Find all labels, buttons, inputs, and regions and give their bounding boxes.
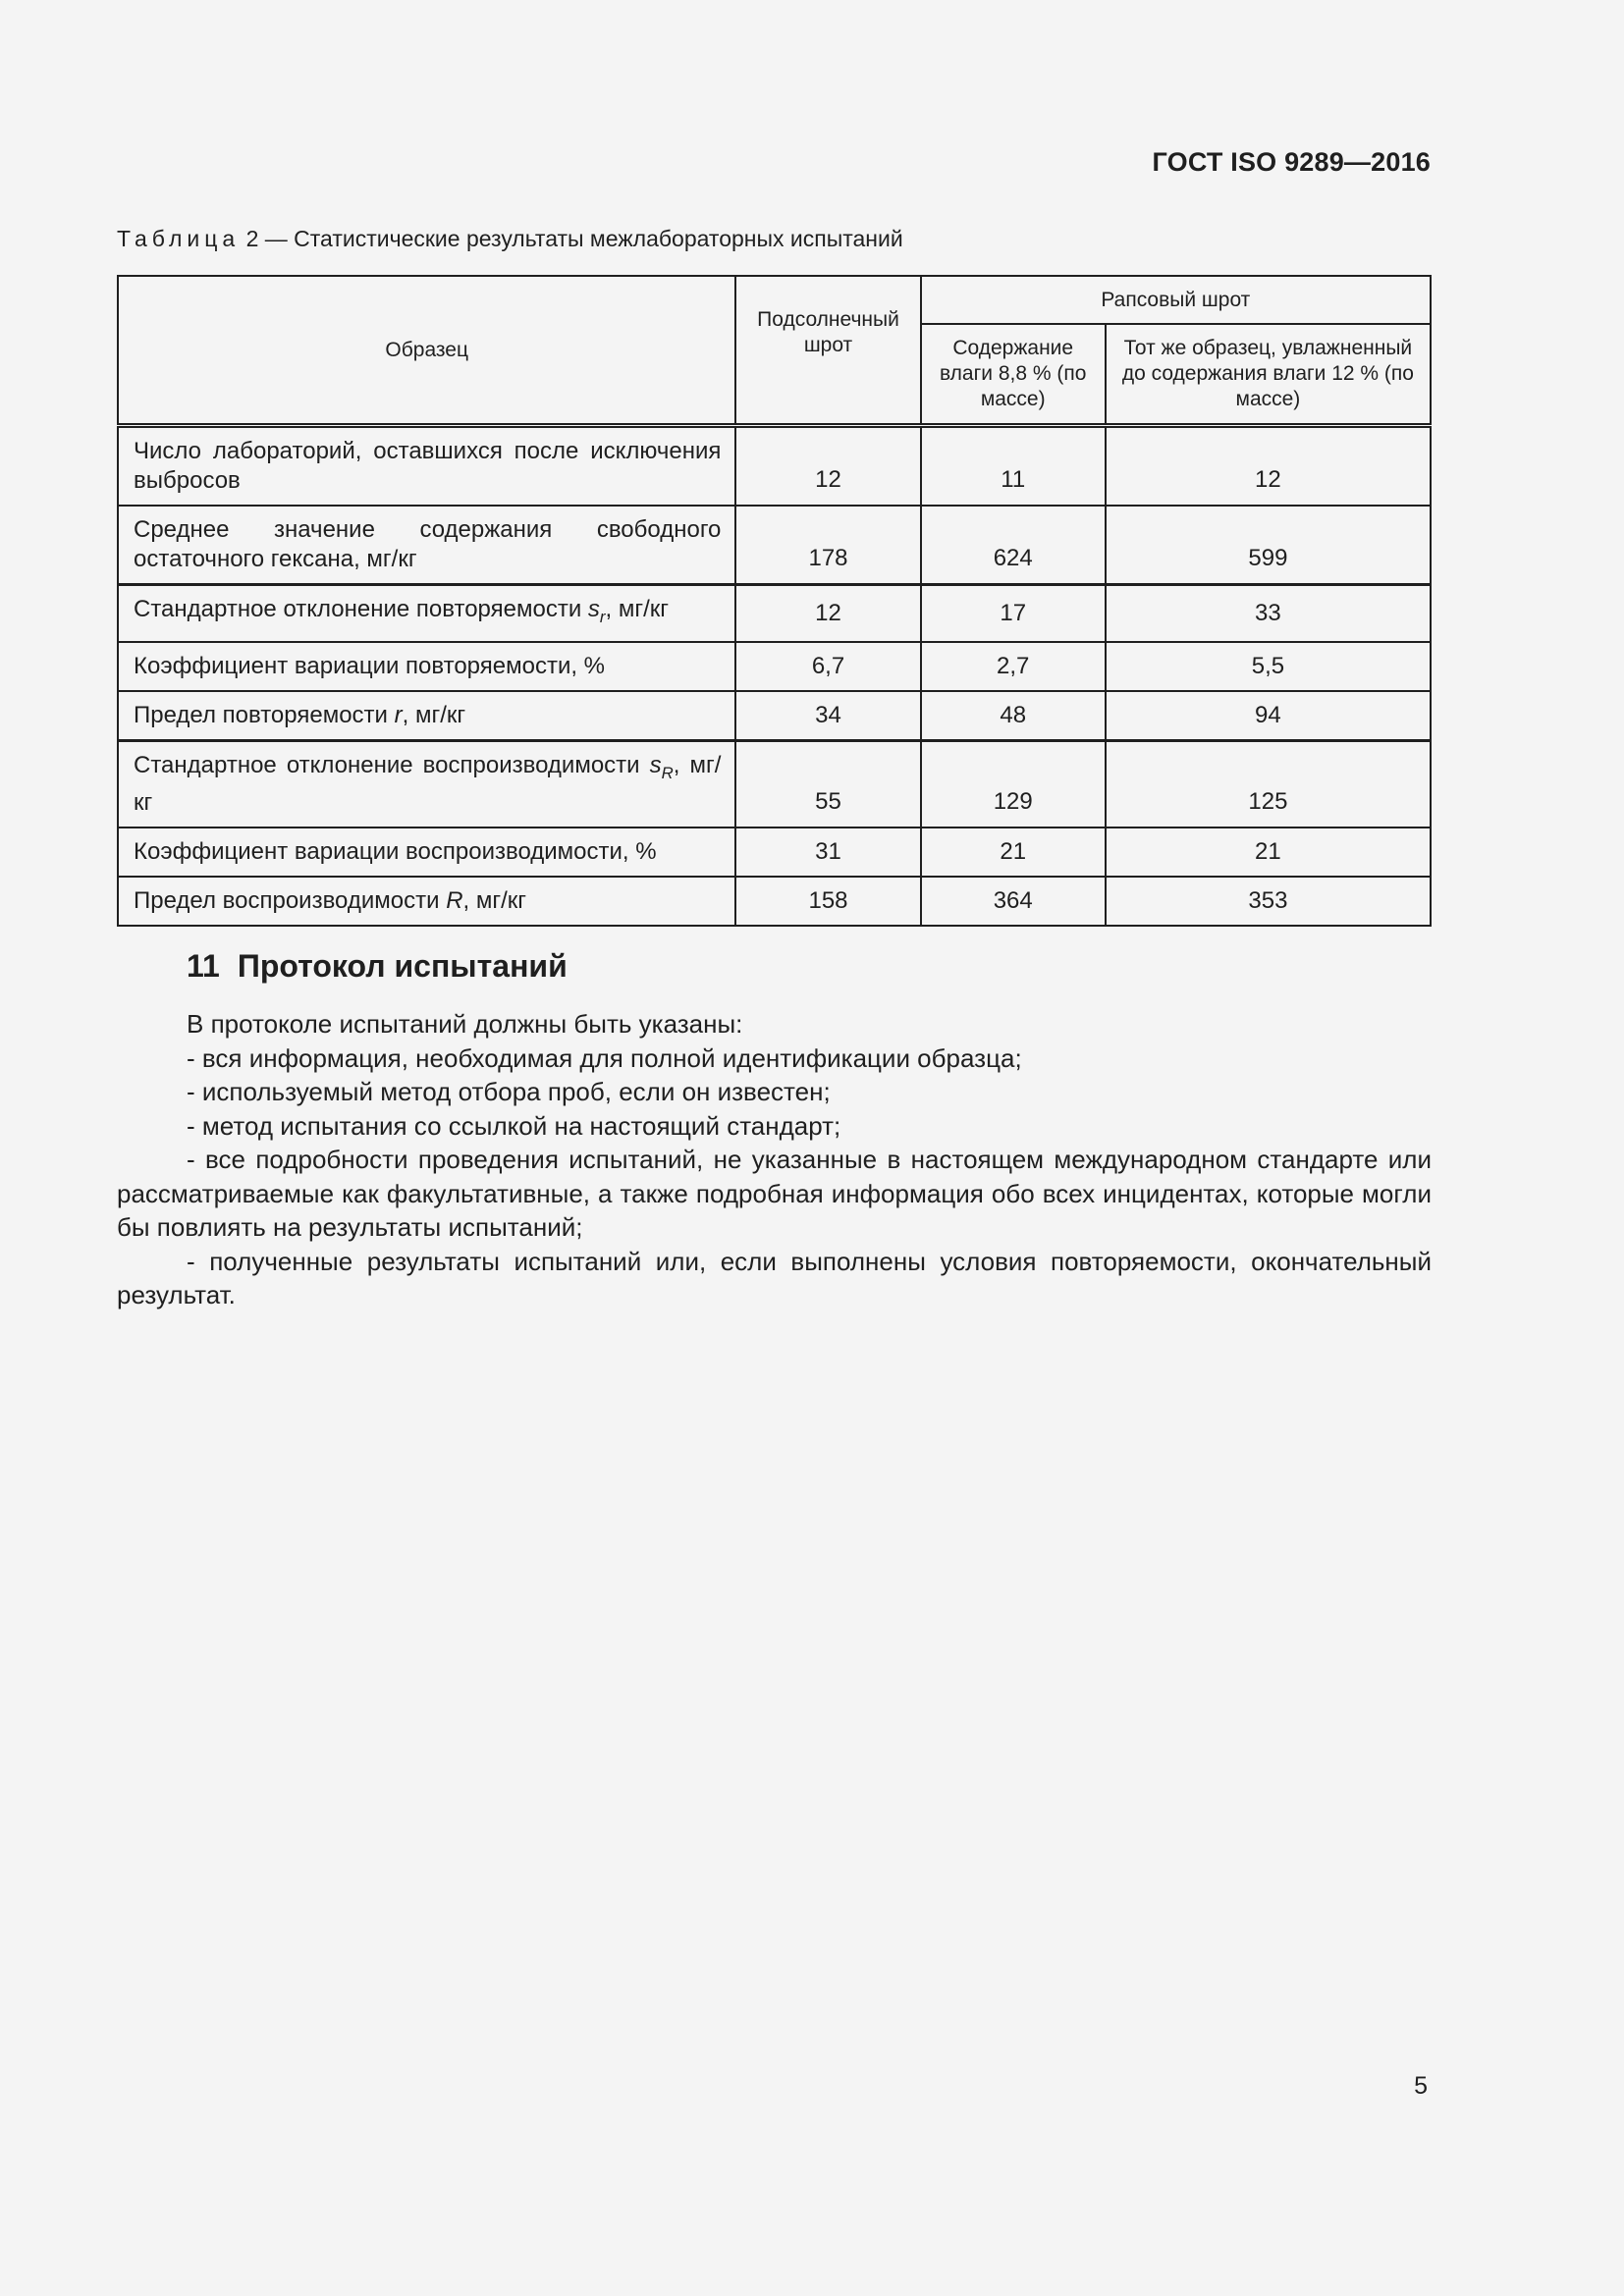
table-row — [118, 691, 1431, 741]
table-caption-text: 2 — Статистические результаты межлабораторных испытаний — [240, 226, 903, 251]
section-body — [117, 1007, 1432, 1312]
table-cell: 12 — [735, 585, 920, 643]
table-cell: 34 — [735, 691, 920, 741]
table-cell: 94 — [1106, 691, 1431, 741]
section-intro: В протоколе испытаний должны быть указаны: — [187, 1009, 743, 1039]
table-cell: 6,7 — [735, 642, 920, 691]
row-label: Коэффициент вариации повторяемости, % — [118, 642, 735, 691]
table-cell: 125 — [1106, 741, 1431, 828]
table-cell: 12 — [1106, 426, 1431, 507]
row-label: Среднее значение содержания свободного остаточного гексана, мг/кг — [118, 506, 735, 585]
row-label-text: Предел воспроизводимости — [134, 887, 447, 914]
table-cell: 31 — [735, 828, 920, 877]
section-title — [187, 948, 568, 985]
document-id: ГОСТ ISO 9289—2016 — [1152, 147, 1431, 177]
table-cell: 21 — [921, 828, 1106, 877]
table-cell: 624 — [921, 506, 1106, 585]
table-cell: 2,7 — [921, 642, 1106, 691]
row-symbol: r — [394, 702, 403, 728]
table-row — [118, 877, 1431, 926]
statistics-table — [117, 275, 1432, 927]
table-row — [118, 741, 1431, 828]
table-cell: 129 — [921, 741, 1106, 828]
section-title-text: Протокол испытаний — [237, 948, 568, 984]
table-row — [118, 642, 1431, 691]
row-symbol: s — [649, 752, 662, 778]
row-label — [118, 585, 735, 643]
page-number: 5 — [1414, 2072, 1428, 2100]
row-label-text: Стандартное отклонение воспроизводимости — [134, 752, 650, 778]
row-label — [118, 691, 735, 741]
table-cell: 5,5 — [1106, 642, 1431, 691]
list-item: - вся информация, необходимая для полной идентификации образца; — [187, 1042, 1022, 1073]
list-item: - метод испытания со ссылкой на настоящий стандарт; — [187, 1110, 841, 1141]
row-label — [118, 877, 735, 926]
row-symbol-subscript: r — [599, 608, 606, 626]
table-row — [118, 506, 1431, 585]
table-cell: 12 — [735, 426, 920, 507]
row-label: Коэффициент вариации воспроизводимости, % — [118, 828, 735, 877]
table-cell: 178 — [735, 506, 920, 585]
header-rapeseed: Рапсовый шрот — [921, 276, 1431, 324]
table-row — [118, 585, 1431, 643]
row-label-unit: , мг/кг — [402, 702, 466, 728]
row-symbol: s — [587, 596, 600, 622]
table-cell: 158 — [735, 877, 920, 926]
header-moisture-12: Тот же образец, увлажненный до содержания влаги 12 % (по массе) — [1106, 324, 1431, 426]
table-cell: 17 — [921, 585, 1106, 643]
row-label-text: Предел повторяемости — [134, 702, 395, 728]
table-cell: 55 — [735, 741, 920, 828]
header-sunflower: Подсолнечный шрот — [735, 276, 920, 426]
header-sample: Образец — [118, 276, 735, 426]
list-item: - полученные результаты испытаний или, если выполнены условия повторяемости, окончательный результат. — [117, 1246, 1432, 1309]
table-cell: 353 — [1106, 877, 1431, 926]
table-cell: 11 — [921, 426, 1106, 507]
row-symbol-subscript: R — [661, 764, 674, 782]
row-symbol: R — [446, 887, 463, 914]
row-label-unit: , мг/кг — [462, 887, 527, 914]
row-label-unit: , мг/кг — [605, 596, 669, 622]
table-cell: 599 — [1106, 506, 1431, 585]
table-cell: 48 — [921, 691, 1106, 741]
table-cell: 33 — [1106, 585, 1431, 643]
row-label-text: Стандартное отклонение повторяемости — [134, 596, 588, 622]
header-moisture-8-8: Содержание влаги 8,8 % (по массе) — [921, 324, 1106, 426]
row-label — [118, 741, 735, 828]
list-item: - все подробности проведения испытаний, не указанные в настоящем международном стандарте или рассматриваемые как факультативные, а также подробная информация обо всех инцидентах, которые могли бы повлиять на результаты испытаний; — [117, 1145, 1432, 1242]
table-row — [118, 426, 1431, 507]
list-item: - используемый метод отбора проб, если он известен; — [187, 1077, 831, 1106]
table-cell: 21 — [1106, 828, 1431, 877]
table-row — [118, 828, 1431, 877]
row-label: Число лабораторий, оставшихся после исключения выбросов — [118, 426, 735, 507]
table-caption-label: Таблица — [117, 226, 241, 251]
table-cell: 364 — [921, 877, 1106, 926]
section-number: 11 — [187, 948, 220, 984]
row-label-unit: , мг/кг — [134, 752, 722, 816]
table-caption — [117, 226, 903, 252]
